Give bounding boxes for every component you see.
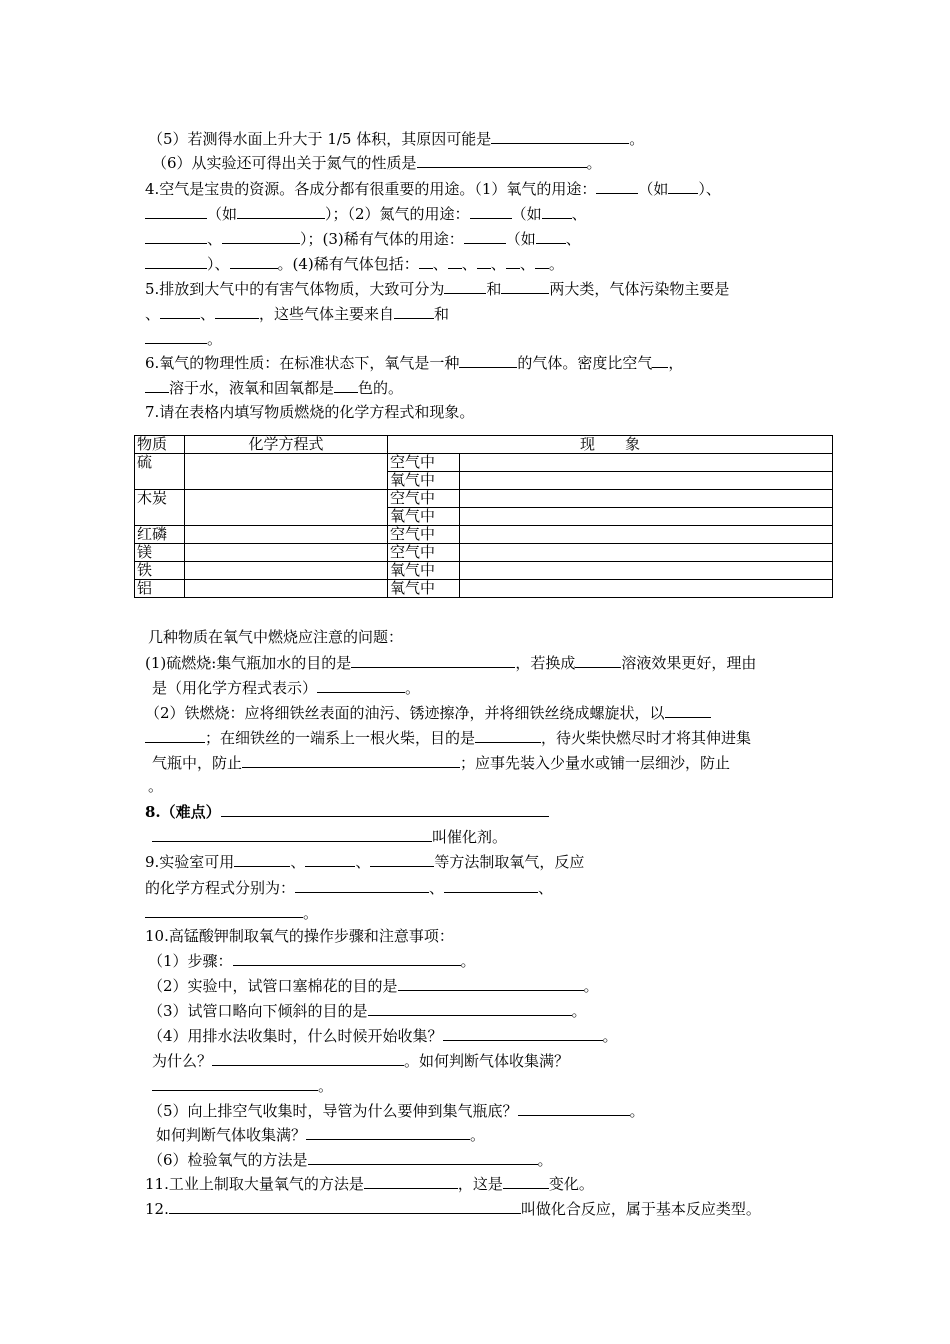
answer-blank[interactable] [152, 826, 432, 842]
answer-blank[interactable] [242, 752, 460, 768]
q10-step-5a: （5）向上排空气收集时，导管为什么要伸到集气瓶底？ 。 [148, 1102, 645, 1120]
table-row [135, 526, 833, 544]
answer-blank[interactable] [145, 203, 207, 219]
answer-blank[interactable] [668, 178, 698, 194]
substance-cell: 铁 [135, 562, 185, 580]
answer-blank[interactable] [145, 377, 169, 393]
equation-cell[interactable] [185, 562, 388, 580]
condition-cell: 氧气中 [388, 580, 460, 598]
phenomenon-cell[interactable] [460, 508, 833, 526]
notes-sulfur-line-2: 是（用化学方程式表示） 。 [152, 679, 421, 697]
answer-blank[interactable] [152, 1075, 318, 1091]
q7-intro: 7.请在表格内填写物质燃烧的化学方程式和现象。 [145, 403, 475, 421]
answer-blank[interactable] [444, 877, 538, 893]
answer-blank[interactable] [417, 152, 587, 168]
q5-line-2: 、 、 ，这些气体主要来自 和 [145, 305, 450, 323]
answer-blank[interactable] [575, 652, 621, 668]
table-row [135, 490, 833, 508]
answer-blank[interactable] [503, 1173, 549, 1189]
q10-step-3: （3）试管口略向下倾斜的目的是 。 [148, 1002, 587, 1020]
answer-blank[interactable] [212, 1050, 404, 1066]
table-header-substance: 物质 [135, 436, 185, 454]
notes-iron-line-1: （2）铁燃烧：应将细铁丝表面的油污、锈迹擦净，并将细铁丝绕成螺旋状，以 [145, 702, 711, 724]
answer-blank[interactable] [317, 677, 405, 693]
equation-cell[interactable] [185, 454, 388, 490]
answer-blank[interactable] [475, 727, 541, 743]
answer-blank[interactable] [459, 352, 517, 368]
q9-line-2: 的化学方程式分别为： 、 、 [145, 879, 554, 897]
answer-blank[interactable] [443, 1025, 603, 1041]
q4-line-4: ）、 。(4)稀有气体包括： 、 、 、 、 。 [145, 253, 564, 275]
table-row [135, 544, 833, 562]
answer-blank[interactable] [351, 652, 515, 668]
answer-blank[interactable] [394, 303, 434, 319]
q9-line-1: 9.实验室可用 、 、 等方法制取氧气，反应 [145, 853, 585, 871]
q9-line-3: 。 [145, 902, 318, 924]
notes-iron-line-3: 气瓶中，防止 ；应事先装入少量水或铺一层细沙，防止 [152, 754, 731, 772]
answer-blank[interactable] [501, 278, 549, 294]
substance-cell: 硫 [135, 454, 185, 490]
q10-step-2: （2）实验中，试管口塞棉花的目的是 。 [148, 977, 599, 995]
q5-line-1: 5.排放到大气中的有害气体物质，大致可分为 和 两大类，气体污染物主要是 [145, 280, 730, 298]
answer-blank[interactable] [145, 228, 207, 244]
answer-blank[interactable] [491, 128, 629, 144]
condition-cell: 空气中 [388, 526, 460, 544]
equation-cell[interactable] [185, 526, 388, 544]
phenomenon-cell[interactable] [460, 472, 833, 490]
answer-blank[interactable] [237, 203, 325, 219]
answer-blank[interactable] [234, 851, 290, 867]
answer-blank[interactable] [295, 877, 429, 893]
answer-blank[interactable] [477, 253, 491, 269]
answer-blank[interactable] [334, 377, 358, 393]
answer-blank[interactable] [169, 1198, 521, 1214]
phenomenon-cell[interactable] [460, 544, 833, 562]
phenomenon-cell[interactable] [460, 562, 833, 580]
table-header-equation: 化学方程式 [185, 436, 388, 454]
q3-line-5: （5）若测得水面上升大于 1/5 体积，其原因可能是 。 [148, 130, 645, 148]
notes-sulfur-line-1: (1)硫燃烧:集气瓶加水的目的是 ，若换成 溶液效果更好，理由 [145, 654, 757, 672]
answer-blank[interactable] [230, 253, 278, 269]
phenomenon-cell[interactable] [460, 454, 833, 472]
answer-blank[interactable] [160, 303, 200, 319]
q4-line-2: （如 ）；（2）氮气的用途： （如 、 [145, 203, 587, 225]
phenomenon-cell[interactable] [460, 490, 833, 508]
q11-line: 11.工业上制取大量氧气的方法是 ，这是 变化。 [145, 1175, 594, 1193]
condition-cell: 空气中 [388, 490, 460, 508]
table-row [135, 580, 833, 598]
answer-blank[interactable] [370, 851, 434, 867]
substance-cell: 木炭 [135, 490, 185, 526]
answer-blank[interactable] [145, 902, 303, 918]
answer-blank[interactable] [652, 352, 668, 368]
q6-line-2: 溶于水，液氧和固氧都是 色的。 [145, 377, 403, 399]
q10-step-6: （6）检验氧气的方法是 。 [148, 1151, 553, 1169]
q10-step-4c: 。 [152, 1075, 333, 1097]
answer-blank[interactable] [506, 253, 520, 269]
notes-title: 几种物质在氧气中燃烧应注意的问题： [148, 628, 404, 646]
answer-blank[interactable] [398, 975, 584, 991]
q3-line-6: （6）从实验还可得出关于氮气的性质是 。 [152, 154, 602, 172]
answer-blank[interactable] [305, 851, 355, 867]
q8-line-2: 叫催化剂。 [152, 826, 507, 848]
q4-line-1: 4.空气是宝贵的资源。各成分都有很重要的用途。（1）氧气的用途： （如 ）、 [145, 180, 721, 198]
condition-cell: 氧气中 [388, 508, 460, 526]
phenomenon-cell[interactable] [460, 580, 833, 598]
answer-blank[interactable] [518, 1100, 630, 1116]
equation-cell[interactable] [185, 490, 388, 526]
condition-cell: 空气中 [388, 544, 460, 562]
condition-cell: 空气中 [388, 454, 460, 472]
notes-iron-line-4: 。 [148, 777, 164, 795]
answer-blank[interactable] [145, 328, 207, 344]
answer-blank[interactable] [596, 178, 638, 194]
phenomenon-cell[interactable] [460, 526, 833, 544]
substance-cell: 镁 [135, 544, 185, 562]
answer-blank[interactable] [542, 203, 572, 219]
q5-line-3: 。 [145, 328, 222, 350]
condition-cell: 氧气中 [388, 472, 460, 490]
q10-step-4b: 为什么？ 。如何判断气体收集满？ [152, 1052, 570, 1070]
answer-blank[interactable] [308, 1149, 538, 1165]
answer-blank[interactable] [444, 278, 486, 294]
equation-cell[interactable] [185, 580, 388, 598]
table-header-row [135, 436, 833, 454]
q4-line-3: 、 ）；(3)稀有气体的用途： （如 、 [145, 228, 581, 250]
answer-blank[interactable] [368, 1000, 572, 1016]
condition-cell: 氧气中 [388, 562, 460, 580]
answer-blank[interactable] [665, 702, 711, 718]
notes-iron-line-2: ；在细铁丝的一端系上一根火柴，目的是 ，待火柴快燃尽时才将其伸进集 [145, 727, 751, 749]
answer-blank[interactable] [464, 228, 506, 244]
q8-line-1: 8.（难点） [145, 801, 549, 823]
answer-blank[interactable] [145, 727, 205, 743]
table-header-phenomenon: 现 象 [388, 436, 833, 454]
answer-blank[interactable] [419, 253, 433, 269]
equation-cell[interactable] [185, 544, 388, 562]
q6-line-1: 6.氧气的物理性质：在标准状态下，氧气是一种 的气体。密度比空气 ， [145, 354, 684, 372]
answer-blank[interactable] [221, 801, 549, 817]
answer-blank[interactable] [536, 228, 566, 244]
answer-blank[interactable] [448, 253, 462, 269]
substance-cell: 铝 [135, 580, 185, 598]
q10-title: 10.高锰酸钾制取氧气的操作步骤和注意事项： [145, 927, 454, 945]
answer-blank[interactable] [364, 1173, 458, 1189]
answer-blank[interactable] [306, 1124, 470, 1140]
table-row [135, 562, 833, 580]
answer-blank[interactable] [233, 950, 461, 966]
combustion-table [134, 435, 833, 598]
answer-blank[interactable] [145, 253, 207, 269]
answer-blank[interactable] [222, 228, 300, 244]
q12-line: 12. 叫做化合反应，属于基本反应类型。 [145, 1200, 761, 1218]
substance-cell: 红磷 [135, 526, 185, 544]
answer-blank[interactable] [215, 303, 259, 319]
q10-step-4a: （4）用排水法收集时，什么时候开始收集？ 。 [148, 1027, 618, 1045]
answer-blank[interactable] [470, 203, 512, 219]
q10-step-5b: 如何判断气体收集满？ 。 [156, 1126, 486, 1144]
table-row [135, 454, 833, 472]
answer-blank[interactable] [535, 253, 549, 269]
q10-step-1: （1）步骤： 。 [148, 952, 476, 970]
